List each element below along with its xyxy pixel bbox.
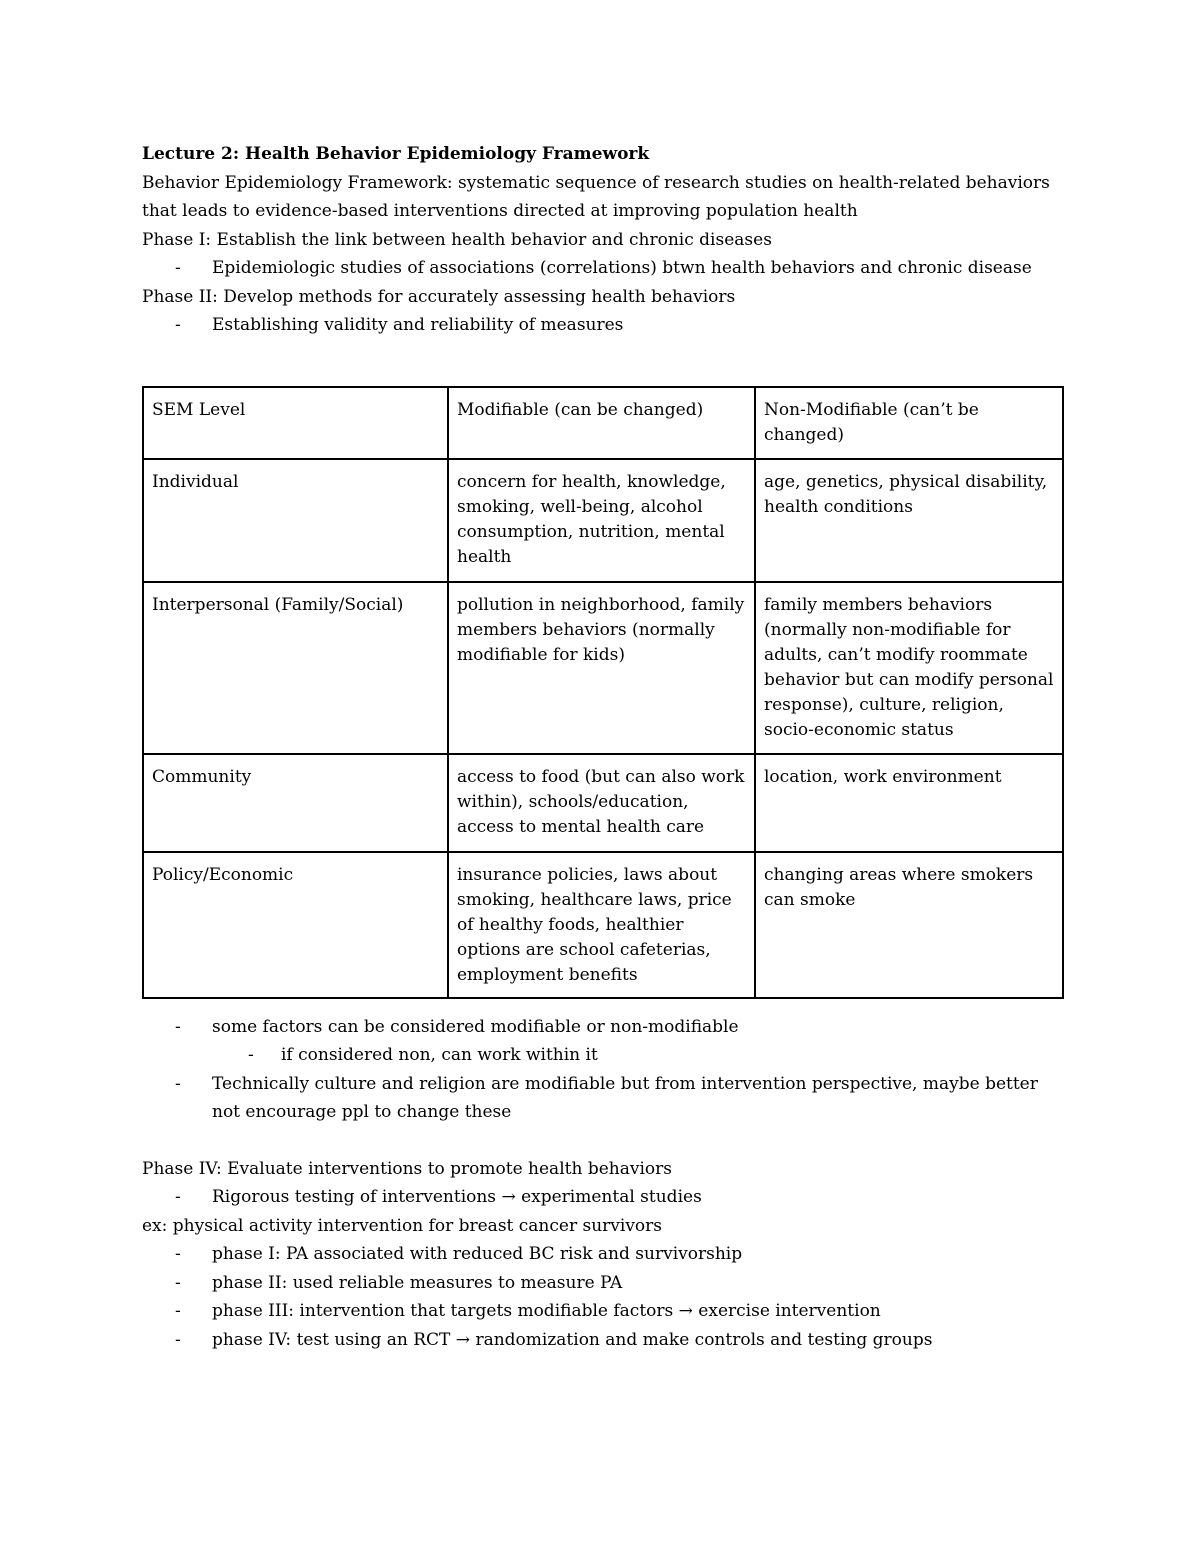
phase1-heading: Phase I: Establish the link between health behavior and chronic diseases (142, 229, 772, 250)
phase2-heading: Phase II: Develop methods for accurately assessing health behaviors (142, 286, 736, 307)
cell-level: Community (143, 754, 448, 852)
list-item (142, 1240, 1062, 1269)
bullet-dash: - (248, 1045, 254, 1065)
table-row (143, 754, 1063, 852)
list-item (142, 1183, 1062, 1212)
header-sem-level: SEM Level (143, 387, 448, 459)
cell-modifiable: concern for health, knowledge, smoking, well-being, alcohol consumption, nutrition, mental health (448, 459, 755, 582)
cell-non-modifiable: location, work environment (755, 754, 1063, 852)
list-item (142, 311, 1062, 340)
list-item (142, 1326, 1062, 1355)
sem-table (142, 386, 1064, 999)
cell-level: Interpersonal (Family/Social) (143, 582, 448, 754)
list-item (142, 1297, 1062, 1326)
list-item-text: if considered non, can work within it (281, 1045, 598, 1065)
bullet-dash: - (175, 1187, 181, 1207)
list-item (142, 1041, 1062, 1070)
bullet-dash: - (175, 258, 181, 278)
bullet-dash: - (175, 1016, 181, 1037)
lecture-title: Lecture 2: Health Behavior Epidemiology Framework (142, 144, 650, 164)
bullet-dash: - (175, 1272, 181, 1293)
bullet-dash: - (175, 315, 181, 335)
list-item-text: Epidemiologic studies of associations (correlations) btwn health behaviors and chronic disease (212, 258, 1032, 278)
list-item (142, 1269, 1062, 1298)
list-item-text: phase II: used reliable measures to measure PA (212, 1272, 623, 1293)
cell-non-modifiable: age, genetics, physical disability, health conditions (755, 459, 1063, 582)
table-row (143, 582, 1063, 754)
cell-modifiable: insurance policies, laws about smoking, healthcare laws, price of healthy foods, healthier options are school cafeterias, employment benefits (448, 852, 755, 998)
bullet-dash: - (175, 1301, 181, 1321)
list-item (142, 254, 1062, 283)
cell-level: Individual (143, 459, 448, 582)
table-row (143, 459, 1063, 582)
bullet-dash: - (175, 1073, 181, 1094)
cell-modifiable: pollution in neighborhood, family members behaviors (normally modifiable for kids) (448, 582, 755, 754)
cell-level: Policy/Economic (143, 852, 448, 998)
cell-modifiable: access to food (but can also work within), schools/education, access to mental health care (448, 754, 755, 852)
cell-non-modifiable: changing areas where smokers can smoke (755, 852, 1063, 998)
list-item (142, 1013, 1062, 1042)
phase4-heading: Phase IV: Evaluate interventions to promote health behaviors (142, 1158, 672, 1179)
intro-paragraph: Behavior Epidemiology Framework: systematic sequence of research studies on health-related behaviors that leads to evidence-based interventions directed at improving population health (142, 172, 1050, 221)
bullet-dash: - (175, 1329, 181, 1350)
header-modifiable: Modifiable (can be changed) (448, 387, 755, 459)
list-item-text: Technically culture and religion are modifiable but from intervention perspective, maybe better not encourage ppl to change these (212, 1073, 1038, 1122)
table-row (143, 852, 1063, 998)
table-header-row (143, 387, 1063, 459)
list-item-text: Establishing validity and reliability of measures (212, 315, 624, 335)
list-item-text: some factors can be considered modifiable or non-modifiable (212, 1016, 739, 1037)
example-heading: ex: physical activity intervention for breast cancer survivors (142, 1215, 663, 1236)
header-non-modifiable: Non-Modifiable (can’t be changed) (755, 387, 1063, 459)
list-item (142, 1070, 1062, 1127)
list-item-text: phase IV: test using an RCT → randomization and make controls and testing groups (212, 1329, 933, 1350)
bullet-dash: - (175, 1244, 181, 1264)
list-item-text: phase III: intervention that targets modifiable factors → exercise intervention (212, 1301, 881, 1321)
document-page (142, 140, 1062, 1354)
list-item-text: phase I: PA associated with reduced BC risk and survivorship (212, 1244, 743, 1264)
cell-non-modifiable: family members behaviors (normally non-modifiable for adults, can’t modify roommate behavior but can modify personal response), culture, religion, socio-economic status (755, 582, 1063, 754)
list-item-text: Rigorous testing of interventions → experimental studies (212, 1187, 702, 1207)
